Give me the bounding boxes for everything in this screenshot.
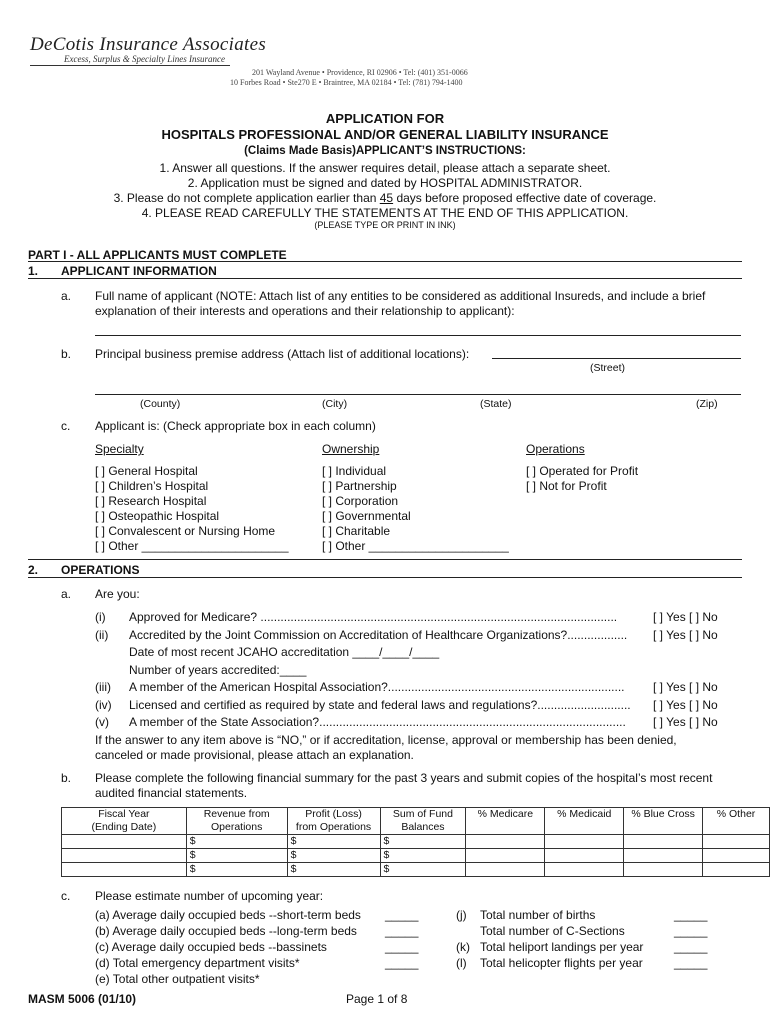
- table-row: [62, 835, 770, 849]
- estimate-blank[interactable]: _____: [674, 924, 708, 938]
- instruction-4: 4. PLEASE READ CAREFULLY THE STATEMENTS AT THE END OF THIS APPLICATION.: [141, 206, 629, 220]
- street-field[interactable]: [492, 358, 741, 359]
- company-logo: DeCotis Insurance Associates: [30, 34, 267, 55]
- specialty-option[interactable]: [ ] Osteopathic Hospital: [95, 509, 220, 523]
- table-cell[interactable]: $: [186, 849, 287, 863]
- estimate-number: (j): [456, 908, 467, 922]
- divider: [28, 559, 742, 560]
- ownership-option[interactable]: [ ] Partnership: [322, 479, 397, 493]
- form-number: MASM 5006 (01/10): [28, 992, 137, 1006]
- item-c-label: c.: [61, 889, 71, 903]
- item-c-label: c.: [61, 419, 71, 433]
- estimate-blank[interactable]: _____: [385, 924, 419, 938]
- question-number: (ii): [95, 628, 109, 642]
- question-medicare: Approved for Medicare? ...........................................................................................................: [129, 610, 618, 624]
- section2-title: OPERATIONS: [61, 563, 140, 577]
- item-b-label: b.: [61, 771, 72, 785]
- specialty-option[interactable]: [ ] General Hospital: [95, 464, 198, 478]
- col-medicare: % Medicare: [466, 808, 545, 835]
- question-jcaho: Accredited by the Joint Commission on Accreditation of Healthcare Organizations?..................: [129, 628, 628, 642]
- table-cell[interactable]: $: [380, 835, 466, 849]
- table-header-row: [62, 808, 770, 835]
- specialty-option[interactable]: [ ] Research Hospital: [95, 494, 207, 508]
- are-you-prompt: Are you:: [95, 587, 140, 601]
- estimate-number: (k): [456, 940, 470, 954]
- instruction-5: (PLEASE TYPE OR PRINT IN INK): [314, 220, 456, 230]
- question-number: (iii): [95, 680, 111, 694]
- specialty-option[interactable]: [ ] Children’s Hospital: [95, 479, 209, 493]
- specialty-option[interactable]: [ ] Other ______________________: [95, 539, 289, 553]
- estimate-blank[interactable]: _____: [385, 908, 419, 922]
- section1-number: 1.: [28, 264, 39, 278]
- yes-no-checkbox[interactable]: [ ] Yes [ ] No: [653, 680, 718, 694]
- zip-label: (Zip): [696, 398, 718, 410]
- table-cell[interactable]: [62, 835, 187, 849]
- table-cell[interactable]: [466, 835, 545, 849]
- table-cell[interactable]: [62, 849, 187, 863]
- table-cell[interactable]: [703, 863, 770, 877]
- table-cell[interactable]: [62, 863, 187, 877]
- financial-summary-table: [61, 807, 770, 877]
- instruction-1: 1. Answer all questions. If the answer requires detail, please attach a separate sheet.: [159, 161, 611, 175]
- col-profit-loss: Profit (Loss) from Operations: [287, 808, 380, 835]
- address-line-1: 201 Wayland Avenue • Providence, RI 02906 • Tel: (401) 351-0066: [252, 68, 468, 77]
- question-number: (iv): [95, 698, 112, 712]
- table-cell[interactable]: [624, 835, 703, 849]
- estimate-prompt: Please estimate number of upcoming year:: [95, 889, 324, 903]
- ownership-option[interactable]: [ ] Individual: [322, 464, 387, 478]
- estimate-blank[interactable]: _____: [385, 956, 419, 970]
- address-line-2: 10 Forbes Road • Ste270 E • Braintree, MA 02184 • Tel: (781) 794-1400: [230, 78, 463, 87]
- col-fund-balances: Sum of Fund Balances: [380, 808, 466, 835]
- table-cell[interactable]: $: [287, 863, 380, 877]
- table-cell[interactable]: $: [287, 849, 380, 863]
- instruction-3: 3. Please do not complete application earlier than 45 days before proposed effective date of coverage.: [113, 191, 657, 205]
- address-prompt: Principal business premise address (Attach list of additional locations):: [95, 347, 470, 361]
- table-cell[interactable]: [545, 863, 624, 877]
- ownership-option[interactable]: [ ] Corporation: [322, 494, 399, 508]
- section1-title: APPLICANT INFORMATION: [61, 264, 217, 278]
- table-cell[interactable]: $: [380, 863, 466, 877]
- estimate-blank[interactable]: _____: [674, 908, 708, 922]
- street-label: (Street): [590, 362, 626, 374]
- applicant-name-field[interactable]: [95, 335, 741, 336]
- yes-no-checkbox[interactable]: [ ] Yes [ ] No: [653, 715, 718, 729]
- operations-heading: Operations: [526, 442, 585, 456]
- item-a-label: a.: [61, 587, 72, 601]
- title-line-3: (Claims Made Basis)APPLICANT’S INSTRUCTIONS:: [244, 145, 526, 157]
- table-cell[interactable]: $: [287, 835, 380, 849]
- table-cell[interactable]: [466, 863, 545, 877]
- section2-number: 2.: [28, 563, 39, 577]
- question-number: (i): [95, 610, 106, 624]
- if-no-note-1: If the answer to any item above is “NO,” or if accreditation, license, approval or membership has been denied,: [95, 733, 677, 747]
- col-blue-cross: % Blue Cross: [624, 808, 703, 835]
- col-other: % Other: [703, 808, 770, 835]
- financial-prompt-2: audited financial statements.: [95, 786, 248, 800]
- divider: [28, 261, 742, 262]
- county-label: (County): [140, 398, 181, 410]
- col-medicaid: % Medicaid: [545, 808, 624, 835]
- item-a-label: a.: [61, 289, 72, 303]
- item-b-label: b.: [61, 347, 72, 361]
- table-cell[interactable]: $: [186, 835, 287, 849]
- financial-prompt-1: Please complete the following financial summary for the past 3 years and submit copies of the hospital’s most recent: [95, 771, 713, 785]
- yes-no-checkbox[interactable]: [ ] Yes [ ] No: [653, 628, 718, 642]
- state-label: (State): [480, 398, 512, 410]
- yes-no-checkbox[interactable]: [ ] Yes [ ] No: [653, 698, 718, 712]
- estimate-item: Total helicopter flights per year: [480, 956, 643, 970]
- col-fiscal-year: Fiscal Year (Ending Date): [62, 808, 187, 835]
- page-number: Page 1 of 8: [346, 992, 408, 1006]
- instruction-2: 2. Application must be signed and dated by HOSPITAL ADMINISTRATOR.: [187, 176, 583, 190]
- jcaho-date-field[interactable]: Date of most recent JCAHO accreditation ____/____/____: [129, 645, 440, 659]
- divider: [28, 577, 742, 578]
- estimate-blank[interactable]: _____: [674, 940, 708, 954]
- estimate-item: (a) Average daily occupied beds --short-term beds: [95, 908, 361, 922]
- logo-rule: [30, 65, 230, 66]
- applicant-name-prompt-2: explanation of their interests and operations and their relationship to applicant):: [95, 304, 515, 318]
- title-line-1: APPLICATION FOR: [325, 111, 445, 126]
- yes-no-checkbox[interactable]: [ ] Yes [ ] No: [653, 610, 718, 624]
- divider: [28, 278, 742, 279]
- operations-option[interactable]: [ ] Not for Profit: [526, 479, 607, 493]
- operations-option[interactable]: [ ] Operated for Profit: [526, 464, 639, 478]
- question-number: (v): [95, 715, 109, 729]
- company-tagline: Excess, Surplus & Specialty Lines Insurance: [64, 54, 225, 64]
- estimate-item: Total heliport landings per year: [480, 940, 644, 954]
- question-aha: A member of the American Hospital Association?.......................................................................: [129, 680, 625, 694]
- ownership-heading: Ownership: [322, 442, 380, 456]
- title-line-2: HOSPITALS PROFESSIONAL AND/OR GENERAL LIABILITY INSURANCE: [161, 127, 609, 142]
- years-accredited-field[interactable]: Number of years accredited:____: [129, 663, 307, 677]
- estimate-item: Total number of C-Sections: [480, 924, 625, 938]
- city-label: (City): [322, 398, 348, 410]
- table-cell[interactable]: [703, 849, 770, 863]
- specialty-option[interactable]: [ ] Convalescent or Nursing Home: [95, 524, 276, 538]
- table-cell[interactable]: [703, 835, 770, 849]
- county-city-state-zip-field[interactable]: [95, 394, 741, 395]
- estimate-item: (c) Average daily occupied beds --bassinets: [95, 940, 327, 954]
- estimate-item: (d) Total emergency department visits*: [95, 956, 300, 970]
- table-cell[interactable]: [624, 849, 703, 863]
- question-state-association: A member of the State Association?............................................................................................: [129, 715, 626, 729]
- applicant-type-prompt: Applicant is: (Check appropriate box in each column): [95, 419, 376, 433]
- estimate-blank[interactable]: _____: [385, 940, 419, 954]
- part1-heading: PART I - ALL APPLICANTS MUST COMPLETE: [28, 248, 287, 262]
- col-revenue: Revenue from Operations: [186, 808, 287, 835]
- ownership-option[interactable]: [ ] Other _____________________: [322, 539, 509, 553]
- table-cell[interactable]: $: [380, 849, 466, 863]
- applicant-name-prompt-1: Full name of applicant (NOTE: Attach list of any entities to be considered as additional Insureds, and include a brief: [95, 289, 706, 303]
- ownership-option[interactable]: [ ] Governmental: [322, 509, 411, 523]
- if-no-note-2: canceled or made provisional, please attach an explanation.: [95, 748, 414, 762]
- question-licensed: Licensed and certified as required by state and federal laws and regulations?............................: [129, 698, 631, 712]
- estimate-item: (b) Average daily occupied beds --long-term beds: [95, 924, 357, 938]
- estimate-number: (l): [456, 956, 467, 970]
- specialty-heading: Specialty: [95, 442, 144, 456]
- table-row: [62, 849, 770, 863]
- table-cell[interactable]: [624, 863, 703, 877]
- table-row: [62, 863, 770, 877]
- estimate-item: (e) Total other outpatient visits*: [95, 972, 260, 986]
- ownership-option[interactable]: [ ] Charitable: [322, 524, 391, 538]
- table-cell[interactable]: [545, 849, 624, 863]
- estimate-blank[interactable]: _____: [674, 956, 708, 970]
- table-cell[interactable]: [466, 849, 545, 863]
- table-cell[interactable]: $: [186, 863, 287, 877]
- estimate-item: Total number of births: [480, 908, 596, 922]
- table-cell[interactable]: [545, 835, 624, 849]
